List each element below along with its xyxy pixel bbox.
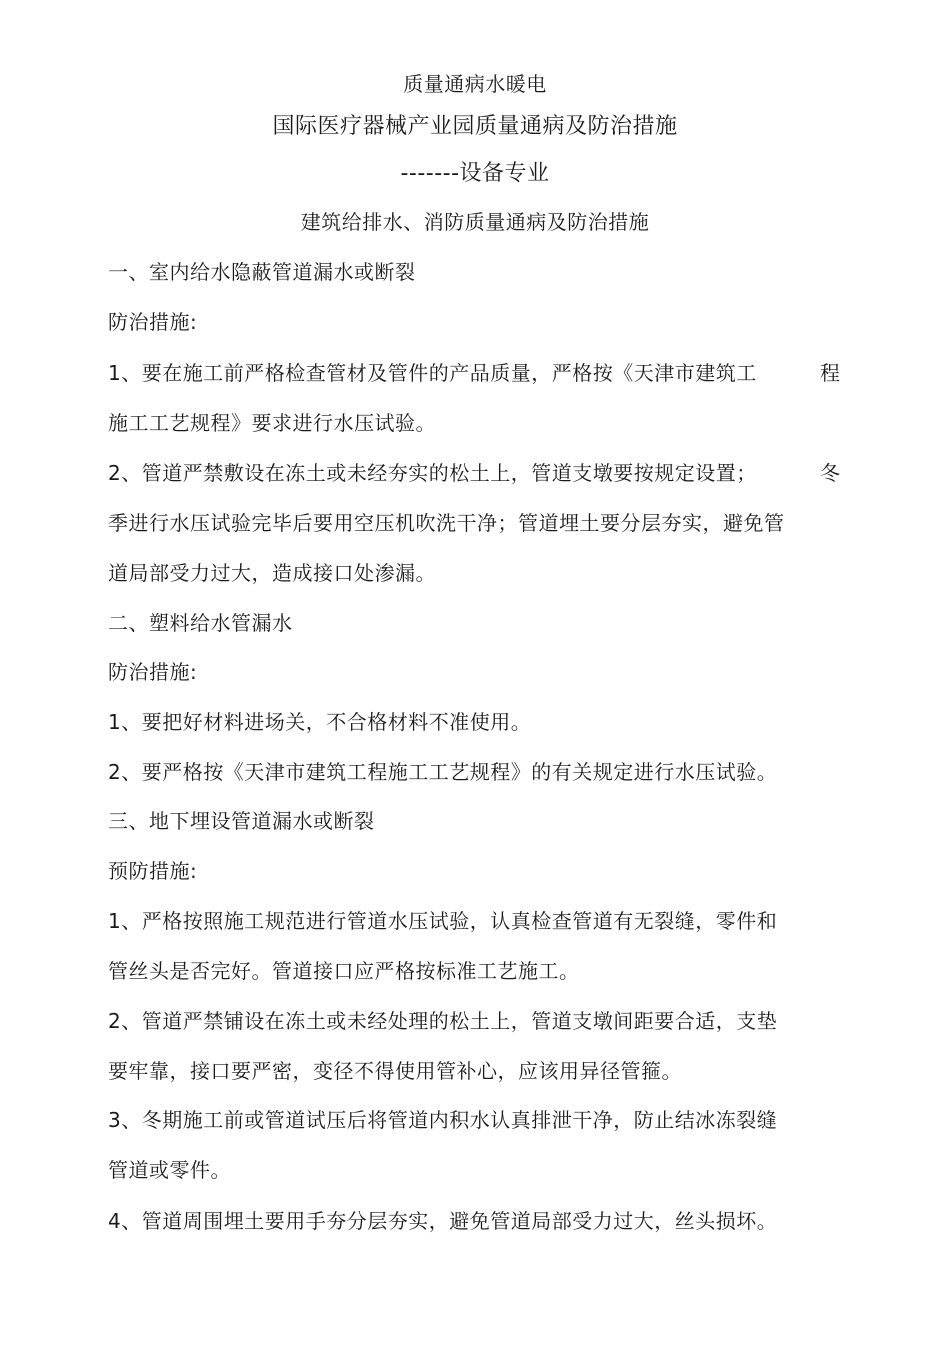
section-1-item-2-line-1: 2、管道严禁敷设在冻土或未经夯实的松土上，管道支墩要按规定设置； <box>108 461 757 485</box>
document-subtitle: -------设备专业 <box>400 161 550 186</box>
document-main-title: 国际医疗器械产业园质量通病及防治措施 <box>272 114 678 139</box>
section-1-item-1-line-1-tail: 程 <box>820 361 840 385</box>
section-3-item-1-line-1: 1、严格按照施工规范进行管道水压试验，认真检查管道有无裂缝，零件和 <box>108 909 778 933</box>
section-2-label: 防治措施: <box>108 660 198 684</box>
section-3-heading: 三、地下埋设管道漏水或断裂 <box>108 809 375 833</box>
section-1-item-2-line-2: 季进行水压试验完毕后要用空压机吹洗干净；管道埋土要分层夯实，避免管 <box>108 511 785 535</box>
section-1-item-2-line-3: 道局部受力过大，造成接口处渗漏。 <box>108 561 436 585</box>
section-3-item-4: 4、管道周围埋土要用手夯分层夯实，避免管道局部受力过大，丝头损坏。 <box>108 1209 778 1233</box>
section-2-item-1: 1、要把好材料进场关，不合格材料不准使用。 <box>108 710 532 734</box>
section-3-item-1-line-2: 管丝头是否完好。管道接口应严格按标准工艺施工。 <box>108 959 580 983</box>
section-3-item-2-line-2: 要牢靠，接口要严密，变径不得使用管补心，应该用异径管箍。 <box>108 1059 682 1083</box>
section-1-item-1-line-2: 施工工艺规程》要求进行水压试验。 <box>108 411 436 435</box>
section-1-heading: 一、室内给水隐蔽管道漏水或断裂 <box>108 260 416 284</box>
section-3-item-3-line-2: 管道或零件。 <box>108 1158 231 1182</box>
section-3-item-2-line-1: 2、管道严禁铺设在冻土或未经处理的松土上，管道支墩间距要合适，支垫 <box>108 1009 778 1033</box>
section-3-label: 预防措施: <box>108 859 198 883</box>
section-1-label: 防治措施: <box>108 310 198 334</box>
section-2-item-2: 2、要严格按《天津市建筑工程施工工艺规程》的有关规定进行水压试验。 <box>108 760 778 784</box>
section-1-item-1-line-1: 1、要在施工前严格检查管材及管件的产品质量，严格按《天津市建筑工 <box>108 361 757 385</box>
section-title: 建筑给排水、消防质量通病及防治措施 <box>300 210 650 234</box>
section-3-item-3-line-1: 3、冬期施工前或管道试压后将管道内积水认真排泄干净，防止结冰冻裂缝 <box>108 1108 778 1132</box>
section-1-item-2-line-1-tail: 冬 <box>820 461 840 485</box>
document-small-title: 质量通病水暖电 <box>403 72 547 96</box>
section-2-heading: 二、塑料给水管漏水 <box>108 611 293 635</box>
